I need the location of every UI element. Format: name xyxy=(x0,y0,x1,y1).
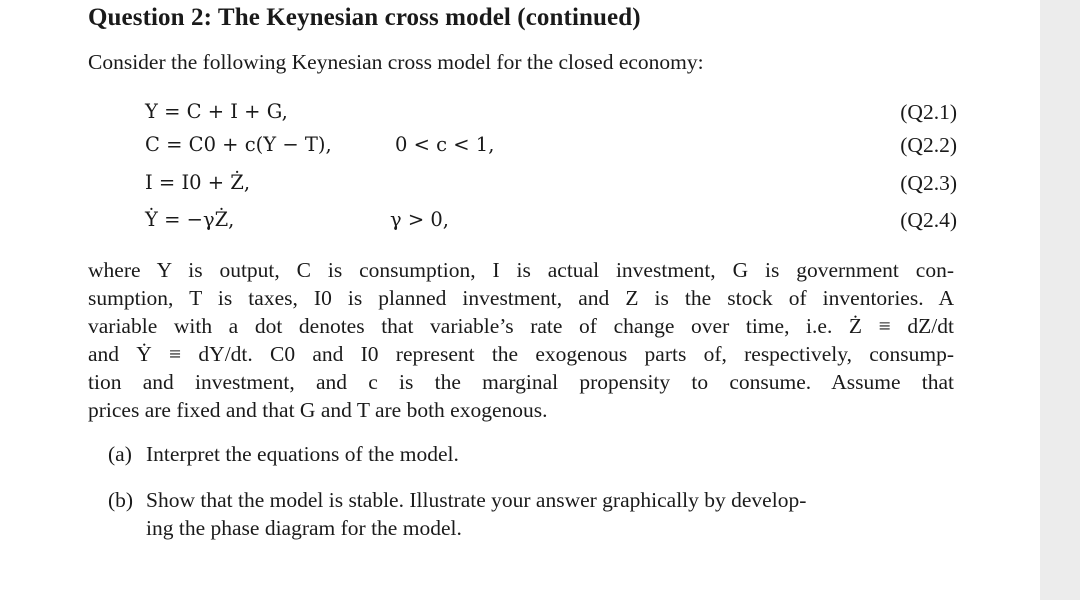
equation-number: (Q2.3) xyxy=(900,171,957,195)
equation-condition: γ > 0, xyxy=(390,208,449,231)
part-text: Interpret the equations of the model. xyxy=(146,442,459,466)
equation-q2-1 xyxy=(145,100,957,130)
paragraph-line: variable with a dot denotes that variable’s rate of change over time, i.e. Ż ≡ dZ/dt xyxy=(88,314,954,338)
paragraph-line: and Ẏ ≡ dY/dt. C0 and I0 represent the exogenous parts of, respectively, consump- xyxy=(88,342,954,366)
paragraph-line: where Y is output, C is consumption, I is actual investment, G is government con- xyxy=(88,258,954,282)
equation-q2-3 xyxy=(145,171,957,201)
paragraph-line: prices are fixed and that G and T are both exogenous. xyxy=(88,398,548,422)
part-label: (b) xyxy=(108,488,134,512)
description-paragraph xyxy=(88,256,954,424)
part-text-line: Show that the model is stable. Illustrate your answer graphically by develop- xyxy=(146,488,807,512)
equation-lhs: Y = C + I + G, xyxy=(145,100,288,123)
part-label: (a) xyxy=(108,442,132,466)
question-intro: Consider the following Keynesian cross model for the closed economy: xyxy=(88,50,704,74)
equation-number: (Q2.2) xyxy=(900,133,957,157)
equation-lhs: C = C0 + c(Y − T), xyxy=(145,133,332,156)
part-text xyxy=(146,486,958,542)
paragraph-line: sumption, T is taxes, I0 is planned investment, and Z is the stock of inventories. A xyxy=(88,286,954,310)
equation-q2-2 xyxy=(145,133,957,163)
equation-lhs: I = I0 + Ż, xyxy=(145,171,251,194)
paragraph-line: tion and investment, and c is the marginal propensity to consume. Assume that xyxy=(88,370,954,394)
part-text-line: ing the phase diagram for the model. xyxy=(146,516,462,540)
question-title: Question 2: The Keynesian cross model (continued) xyxy=(88,4,641,31)
equation-number: (Q2.1) xyxy=(900,100,957,124)
equation-lhs: Ẏ = −γŻ, xyxy=(145,208,235,231)
equation-number: (Q2.4) xyxy=(900,208,957,232)
equation-q2-4 xyxy=(145,208,957,238)
equation-condition: 0 < c < 1, xyxy=(395,133,495,156)
